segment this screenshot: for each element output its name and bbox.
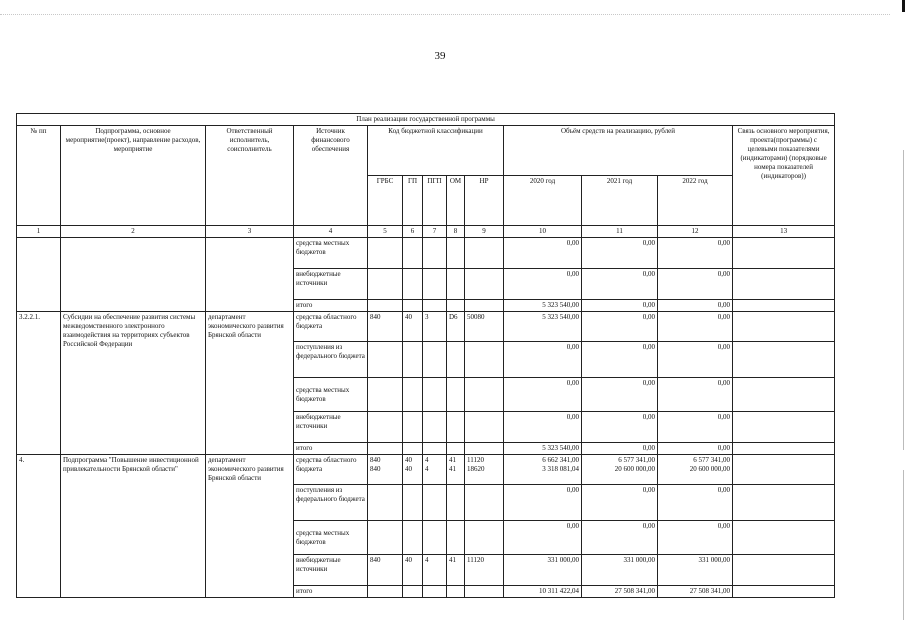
column-number: 4 [294, 226, 368, 238]
cell-2021: 0,00 [582, 485, 658, 521]
scan-edge-line [903, 470, 904, 620]
cell-num: 3.2.2.1. [17, 312, 61, 455]
cell-2021: 0,00 [582, 238, 658, 269]
cell-pgp: 4 4 [423, 455, 447, 485]
cell-2022: 0,00 [658, 312, 733, 342]
cell-2021: 0,00 [582, 312, 658, 342]
cell-program: Субсидии на обеспечение развития системы межведомственного электронного взаимодействия на территориях субъектов Российской Федерации [61, 312, 206, 455]
cell-2022: 6 577 341,00 20 600 000,00 [658, 455, 733, 485]
column-number: 9 [465, 226, 504, 238]
header-grbs: ГРБС [368, 176, 403, 226]
cell-2020: 5 323 540,00 [504, 443, 582, 455]
scan-edge-line [903, 150, 904, 450]
cell-source: средства областного бюджета [294, 455, 368, 485]
cell-link [733, 521, 835, 555]
cell-source: средства местных бюджетов [294, 238, 368, 269]
cell-om: D6 [447, 312, 465, 342]
cell-2020: 5 323 540,00 [504, 312, 582, 342]
table-title-row [17, 114, 835, 126]
cell-om: 41 [447, 555, 465, 586]
cell-2022: 0,00 [658, 521, 733, 555]
cell-2022: 0,00 [658, 378, 733, 412]
table-row [17, 312, 835, 342]
header-nr: НР [465, 176, 504, 226]
cell-executor: департамент экономического развития Брянской области [206, 312, 294, 455]
cell-2022: 0,00 [658, 485, 733, 521]
cell-2022: 0,00 [658, 300, 733, 312]
cell-link [733, 485, 835, 521]
table-title: План реализации государственной программы [17, 114, 835, 126]
cell-2020: 0,00 [504, 269, 582, 300]
cell-program: Подпрограмма "Повышение инвестиционной привлекательности Брянской области" [61, 455, 206, 598]
cell-pgp: 3 [423, 312, 447, 342]
cell-2022: 0,00 [658, 269, 733, 300]
cell-2020: 0,00 [504, 412, 582, 443]
header-pgp: ПГП [423, 176, 447, 226]
cell-2020: 0,00 [504, 521, 582, 555]
cell-2022: 0,00 [658, 443, 733, 455]
header-kbk: Код бюджетной классификации [368, 126, 504, 176]
cell-program [61, 238, 206, 312]
cell-2022: 27 508 341,00 [658, 586, 733, 598]
cell-2021: 6 577 341,00 20 600 000,00 [582, 455, 658, 485]
cell-2022: 0,00 [658, 238, 733, 269]
page-number: 39 [434, 50, 446, 62]
cell-link [733, 378, 835, 412]
cell-link [733, 586, 835, 598]
cell-2020: 6 662 341,00 3 318 081,04 [504, 455, 582, 485]
header-2020: 2020 год [504, 176, 582, 226]
cell-2020: 5 323 540,00 [504, 300, 582, 312]
cell-2021: 0,00 [582, 443, 658, 455]
cell-2021: 0,00 [582, 412, 658, 443]
cell-2020: 0,00 [504, 238, 582, 269]
table-row [17, 238, 835, 269]
cell-link [733, 412, 835, 443]
cell-2020: 331 000,00 [504, 555, 582, 586]
cell-gp: 40 40 [403, 455, 423, 485]
cell-2020: 0,00 [504, 342, 582, 378]
cell-source: поступления из федерального бюджета [294, 342, 368, 378]
column-number: 12 [658, 226, 733, 238]
header-program: Подпрограмма, основное мероприятие(проект), направление расходов, мероприятие [61, 126, 206, 226]
header-link: Связь основного мероприятия, проекта(программы) с целевыми показателями (индикаторами) (порядковые номера показателей (индикаторов)) [733, 126, 835, 226]
cell-source: поступления из федерального бюджета [294, 485, 368, 521]
cell-grbs: 840 840 [368, 455, 403, 485]
cell-nr: 11120 [465, 555, 504, 586]
cell-2021: 0,00 [582, 269, 658, 300]
cell-source: итого [294, 586, 368, 598]
cell-source: итого [294, 300, 368, 312]
cell-2021: 0,00 [582, 521, 658, 555]
cell-link [733, 238, 835, 269]
header-om: ОМ [447, 176, 465, 226]
cell-2022: 0,00 [658, 342, 733, 378]
header-source: Источник финансового обеспечения [294, 126, 368, 226]
cell-2020: 10 311 422,04 [504, 586, 582, 598]
header-funds: Объём средств на реализацию, рублей [504, 126, 733, 176]
cell-grbs: 840 [368, 555, 403, 586]
cell-om: 41 41 [447, 455, 465, 485]
cell-source: средства местных бюджетов [294, 378, 368, 412]
cell-source: итого [294, 443, 368, 455]
cell-2022: 331 000,00 [658, 555, 733, 586]
cell-num [17, 238, 61, 312]
cell-2020: 0,00 [504, 485, 582, 521]
cell-2022: 0,00 [658, 412, 733, 443]
cell-link [733, 312, 835, 342]
column-number: 3 [206, 226, 294, 238]
cell-2021: 27 508 341,00 [582, 586, 658, 598]
cell-link [733, 342, 835, 378]
cell-link [733, 269, 835, 300]
header-gp: ГП [403, 176, 423, 226]
cell-pgp: 4 [423, 555, 447, 586]
column-number: 2 [61, 226, 206, 238]
cell-executor: департамент экономического развития Брянской области [206, 455, 294, 598]
cell-2021: 0,00 [582, 300, 658, 312]
cell-gp: 40 [403, 312, 423, 342]
cell-source: внебюджетные источники [294, 555, 368, 586]
header-num: № пп [17, 126, 61, 226]
column-numbers-row [17, 226, 835, 238]
header-2021: 2021 год [582, 176, 658, 226]
header-executor: Ответственный исполнитель, соисполнитель [206, 126, 294, 226]
plan-table [16, 113, 835, 598]
cell-grbs: 840 [368, 312, 403, 342]
column-number: 11 [582, 226, 658, 238]
cell-2021: 331 000,00 [582, 555, 658, 586]
cell-2021: 0,00 [582, 342, 658, 378]
column-number: 7 [423, 226, 447, 238]
cell-gp: 40 [403, 555, 423, 586]
column-number: 5 [368, 226, 403, 238]
cell-link [733, 300, 835, 312]
cell-executor [206, 238, 294, 312]
column-number: 10 [504, 226, 582, 238]
cell-nr: 11120 18620 [465, 455, 504, 485]
cell-2021: 0,00 [582, 378, 658, 412]
cell-link [733, 455, 835, 485]
column-number: 13 [733, 226, 835, 238]
header-2022: 2022 год [658, 176, 733, 226]
cell-nr: 50080 [465, 312, 504, 342]
scan-top-edge [0, 14, 890, 15]
cell-source: внебюджетные источники [294, 269, 368, 300]
column-number: 1 [17, 226, 61, 238]
cell-source: средства областного бюджета [294, 312, 368, 342]
header-row [17, 126, 835, 176]
column-number: 6 [403, 226, 423, 238]
cell-link [733, 555, 835, 586]
cell-link [733, 443, 835, 455]
table-row [17, 455, 835, 485]
cell-2020: 0,00 [504, 378, 582, 412]
cell-num: 4. [17, 455, 61, 598]
column-number: 8 [447, 226, 465, 238]
cell-source: средства местных бюджетов [294, 521, 368, 555]
cell-source: внебюджетные источники [294, 412, 368, 443]
